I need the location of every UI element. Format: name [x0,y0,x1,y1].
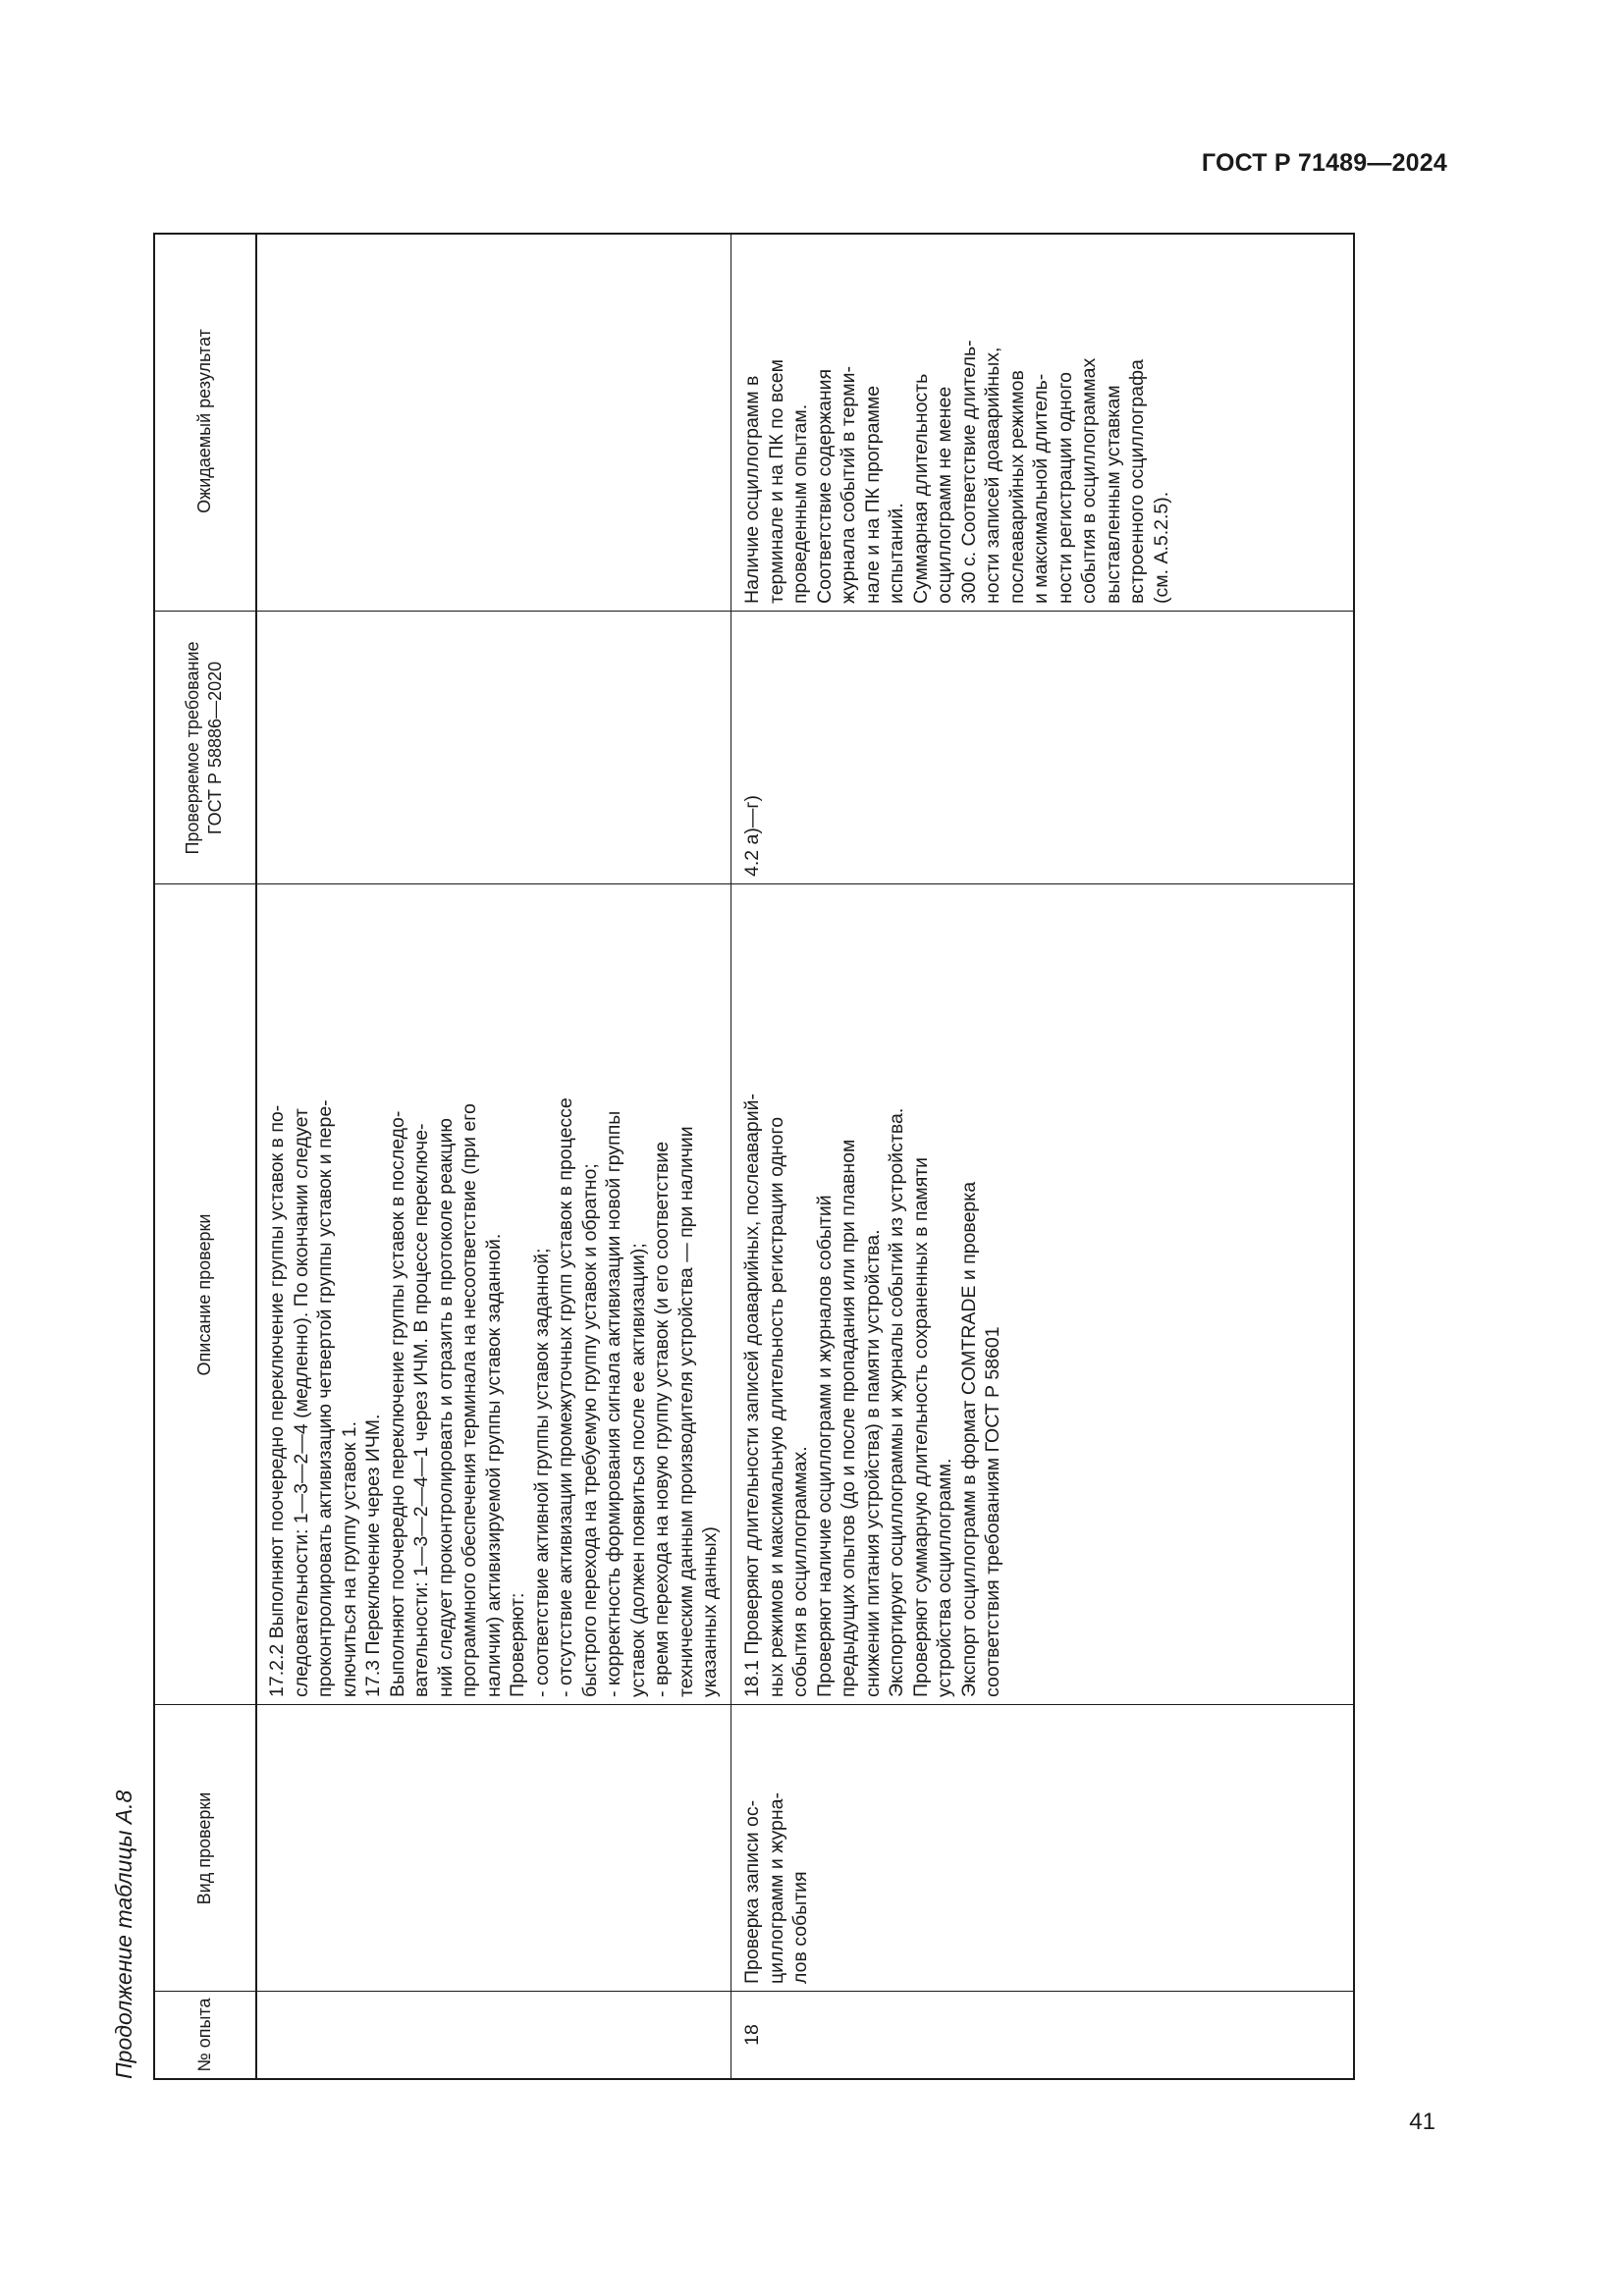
header-cell-description: Описание проверки [193,1213,214,1376]
table-caption: Продолжение таблицы А.8 [111,1789,136,2079]
header-divider [255,235,257,2078]
row-18-number: 18 [741,2024,763,2046]
row-18-description: 18.1 Проверяют длительности записей доаварийных, послеаварий- ных режимов и максимальную длительность регистрации одного события в осциллограммах. Проверяют наличие осциллограмм и журналов событий предыдущих опытов (до и после пропадания или при плавном снижении питания устройства) в памяти устройства. Экспортируют осциллограммы и журналы событий из устройства. Проверяют суммарную длительность сохраненных в памяти устройства осциллограмм. Экспорт осциллограмм в формат COMTRADE и проверка соответствия требованиям ГОСТ Р 58601 [741,1093,1003,1697]
row-18-check-type: Проверка записи ос- циллограмм и журна- лов события [741,1792,811,1984]
row-18-requirement: 4.2 а)—г) [741,795,763,877]
row-18-expected: Наличие осциллограмм в терминале и на ПК по всем проведенным опытам. Соответствие содержания журнала событий в терми- нале и на ПК программе испытаний. Суммарная длительность осциллограмм не менее 300 с. Соответствие длитель- ности записей доаварийных, послеаварийных режимов и максимальной длитель- ности регистрации одного события в осциллограммах выставленным уставкам встроенного осциллографа (см. А.5.2.5). [741,340,1172,604]
header-cell-check-type: Вид проверки [193,1791,214,1905]
header-cell-number: № опыта [193,1998,214,2072]
header-cell-requirement: Проверяемое требование ГОСТ Р 58886—2020 [183,641,225,855]
page-number: 41 [1409,2109,1435,2135]
header-cell-expected: Ожидаемый результат [193,329,214,513]
document-code: ГОСТ Р 71489—2024 [1201,149,1447,177]
row-17-description: 17.2.2 Выполняют поочередно переключение группы уставок в по- следовательности: 1—3—2—4 (медленно). По окончании следует проконтролировать активизацию четвертой группы уставок и пере- ключиться на группу уставок 1. 17.3 Переключение через ИЧМ. Выполняют поочередно переключение группы уставок в последо- вательности: 1—3—2—4—1 через ИЧМ. В процессе переключе- ний следует проконтролировать и отразить в протоколе реакцию программного обеспечения терминала на несоответствие (при его наличии) активизируемой группы уставок заданной. Проверяют: - соответствие активной группы уставок заданной; - отсутствие активизации промежуточных групп уставок в процессе быстрого перехода на требуемую группу уставок и обратно; - корректность формирования сигнала активизации новой группы уставок (должен появиться после ее активизации); - время перехода на новую группу уставок (и его соответствие техническим данным производителя устройства — при наличии указанных данных) [266,1097,721,1697]
table [153,233,1355,2080]
